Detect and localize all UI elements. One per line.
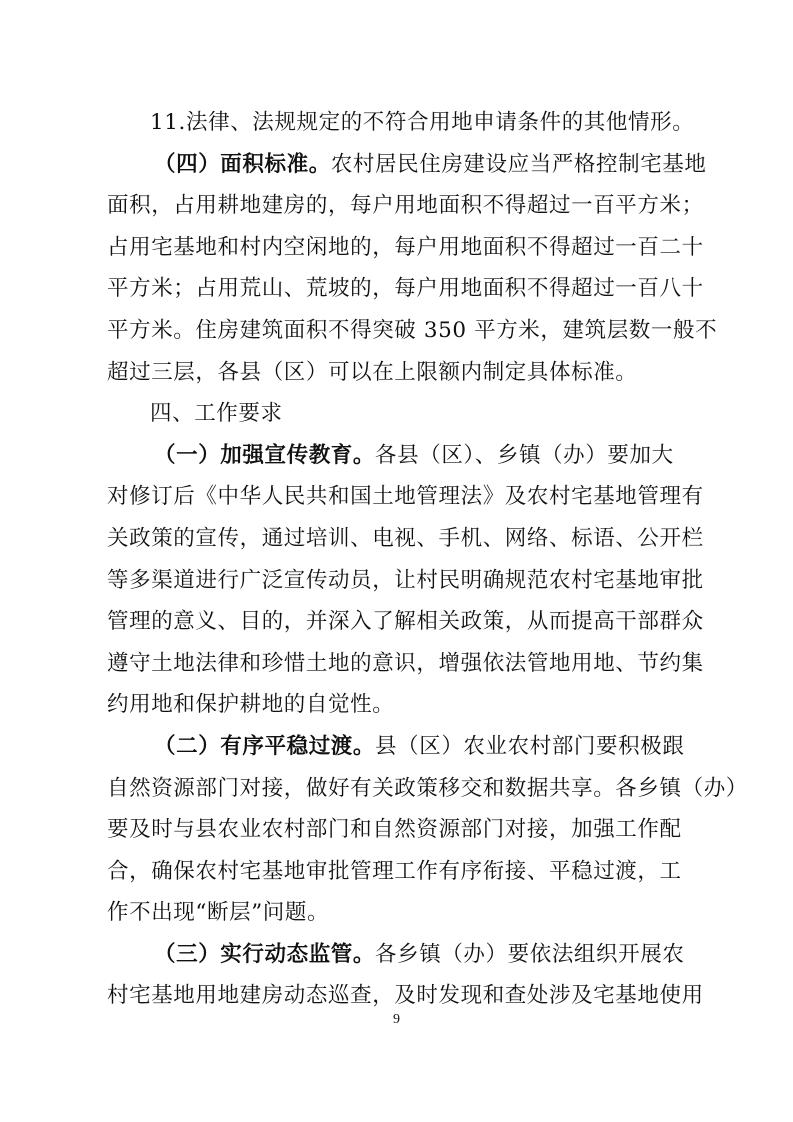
section-heading: （三）实行动态监管。 (154, 941, 376, 967)
page-number: 9 (393, 1012, 400, 1027)
paragraph-line: 占用宅基地和村内空闲地的，每户用地面积不得超过一百二十 (107, 234, 704, 260)
paragraph-line: 作不出现“断层”问题。 (107, 900, 330, 926)
section-heading: （一）加强宣传教育。 (154, 442, 376, 468)
paragraph-line: 面积，占用耕地建房的，每户用地面积不得超过一百平方米； (107, 193, 704, 219)
section-heading: （二）有序平稳过渡。 (154, 733, 376, 759)
paragraph-line: 约用地和保护耕地的自觉性。 (107, 692, 395, 718)
document-body (107, 102, 748, 1017)
paragraph-dynamic-supervision (107, 934, 685, 976)
paragraph-text: 农村居民住房建设应当严格控制宅基地 (330, 151, 707, 177)
paragraph-text: 11.法律、法规规定的不符合用地申请条件的其他情形。 (150, 110, 695, 135)
paragraph-line: 自然资源部门对接，做好有关政策移交和数据共享。各乡镇（办） (107, 775, 748, 801)
paragraph-line: 对修订后《中华人民共和国土地管理法》及农村宅基地管理有 (107, 484, 704, 510)
paragraph-text: 各县（区）、乡镇（办）要加大 (375, 442, 674, 468)
paragraph-item-11 (107, 102, 695, 144)
section-heading: （四）面积标准。 (154, 151, 331, 177)
paragraph-line: 超过三层，各县（区）可以在上限额内制定具体标准。 (107, 359, 638, 385)
chapter-heading-work-requirements: 四、工作要求 (150, 401, 283, 427)
paragraph-line: 合，确保农村宅基地审批管理工作有序衔接、平稳过渡，工 (107, 858, 682, 884)
paragraph-text: 各乡镇（办）要依法组织开展农 (375, 941, 685, 967)
paragraph-line: 遵守土地法律和珍惜土地的意识，增强依法管地用地、节约集 (107, 650, 704, 676)
paragraph-line: 平方米；占用荒山、荒坡的，每户用地面积不得超过一百八十 (107, 276, 704, 302)
paragraph-area-standard (107, 144, 707, 186)
paragraph-orderly-transition (107, 726, 685, 768)
paragraph-line: 要及时与县农业农村部门和自然资源部门对接，加强工作配 (107, 817, 682, 843)
paragraph-line: 管理的意义、目的，并深入了解相关政策，从而提高干部群众 (107, 609, 704, 635)
paragraph-line: 关政策的宣传，通过培训、电视、手机、网络、标语、公开栏 (107, 525, 704, 551)
paragraph-publicity-education (107, 435, 685, 477)
paragraph-line: 平方米。住房建筑面积不得突破 350 平方米，建筑层数一般不 (107, 317, 718, 343)
paragraph-line: 村宅基地用地建房动态巡查，及时发现和查处涉及宅基地使用 (107, 983, 704, 1009)
paragraph-text: 县（区）农业农村部门要积极跟 (375, 733, 685, 759)
paragraph-line: 等多渠道进行广泛宣传动员，让村民明确规范农村宅基地审批 (107, 567, 704, 593)
